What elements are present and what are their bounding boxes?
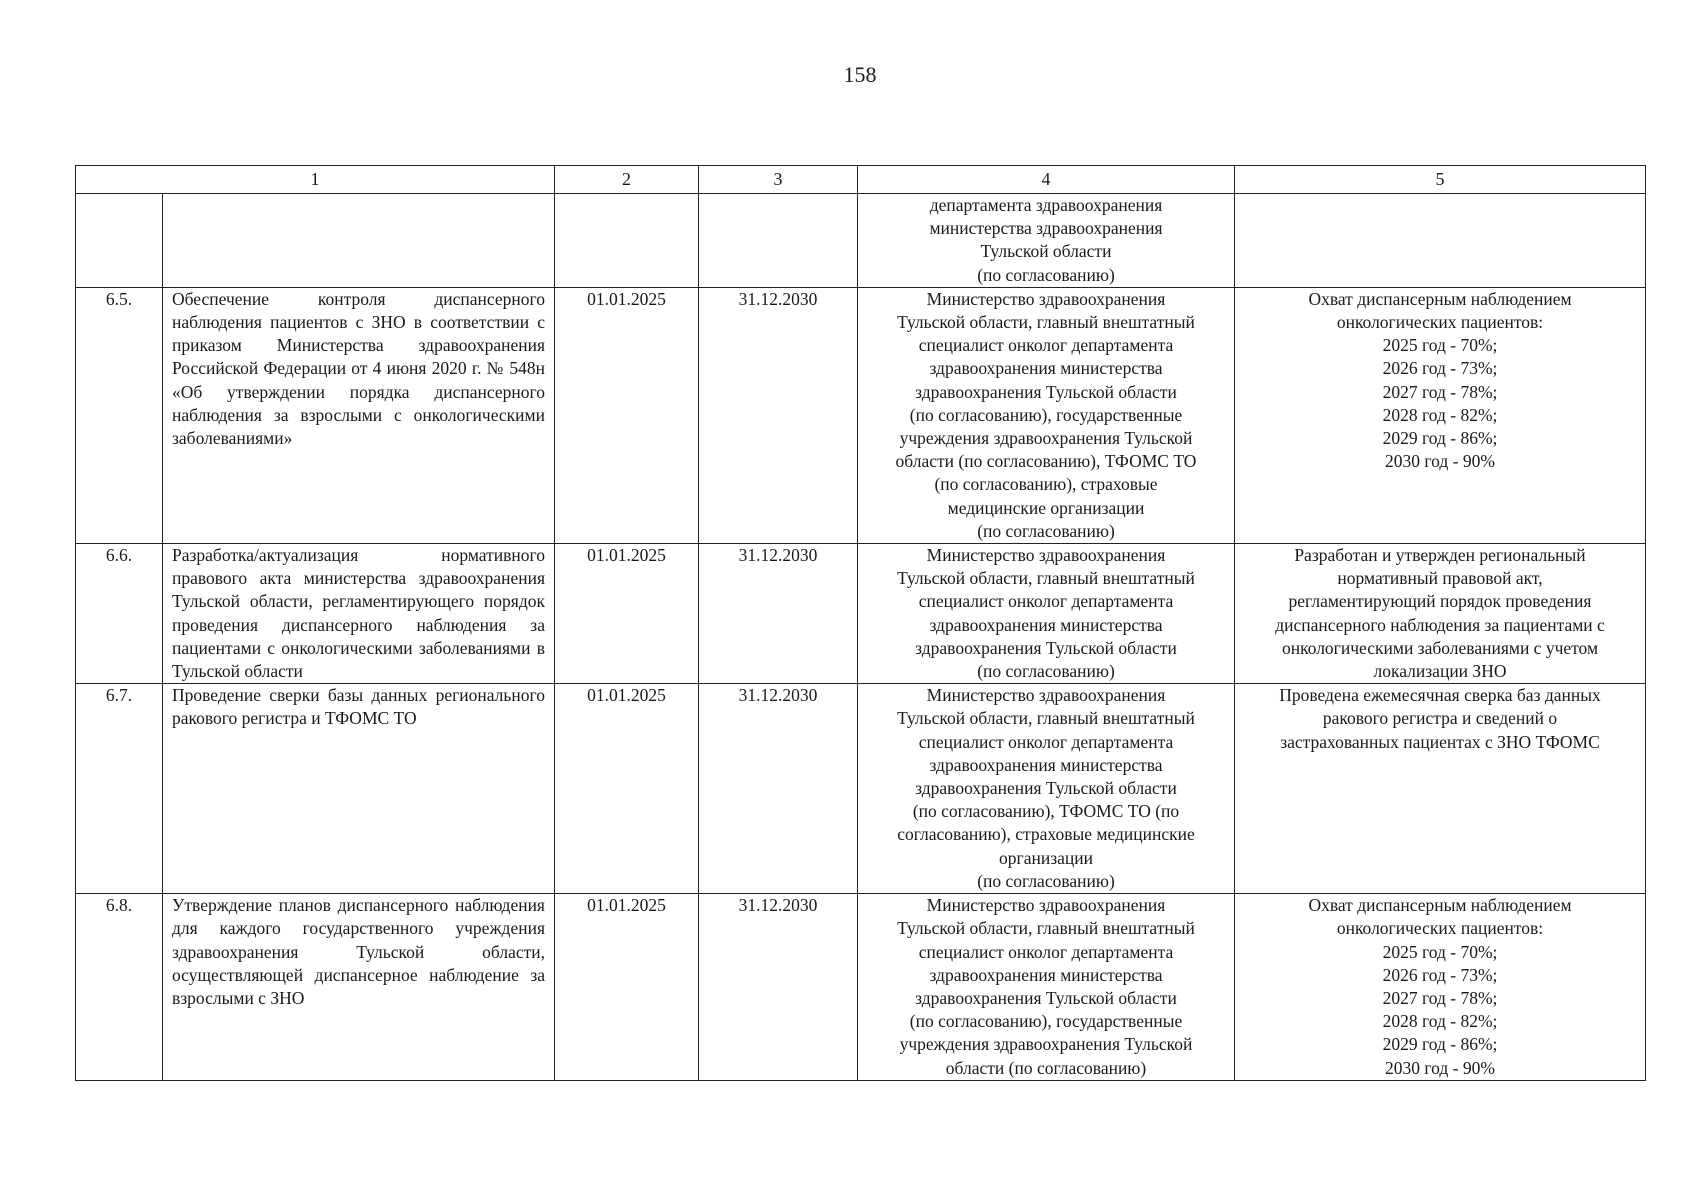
row-end-date: 31.12.2030 [699, 894, 858, 1081]
page-number: 158 [843, 62, 877, 87]
cell-line: здравоохранения министерства [929, 754, 1163, 775]
row-result [1235, 894, 1646, 1081]
table-row [76, 894, 1646, 1081]
cell-line: здравоохранения министерства [929, 964, 1163, 985]
row-end-date: 31.12.2030 [699, 287, 858, 543]
cell-line: застрахованных пациентах с ЗНО ТФОМС [1280, 731, 1600, 752]
row-number: 6.6. [76, 544, 163, 684]
header-row [76, 166, 1646, 194]
cell-line: здравоохранения Тульской области [915, 381, 1177, 402]
cell-line: 2029 год - 86%; [1382, 1034, 1498, 1055]
cell-line: Министерство здравоохранения [926, 288, 1166, 309]
cell-line: 2029 год - 86%; [1382, 428, 1498, 449]
cell-line: Тульской области, главный внештатный [897, 312, 1195, 333]
row-start-date: 01.01.2025 [555, 894, 699, 1081]
cell-line: онкологических пациентов: [1336, 918, 1544, 939]
cell-line: здравоохранения министерства [929, 358, 1163, 379]
cell-line: 2026 год - 73%; [1382, 964, 1498, 985]
cell-line: (по согласованию) [977, 870, 1115, 891]
row-responsible [858, 684, 1235, 894]
continuation-num-cell [76, 194, 163, 288]
cell-line: здравоохранения Тульской области [915, 778, 1177, 799]
continuation-end-cell [699, 194, 858, 288]
row-start-date: 01.01.2025 [555, 684, 699, 894]
cell-line: (по согласованию), государственные [909, 1011, 1183, 1032]
cell-line: 2027 год - 78%; [1382, 987, 1498, 1008]
row-result [1235, 287, 1646, 543]
cell-line: области (по согласованию) [945, 1057, 1147, 1078]
row-responsible [858, 894, 1235, 1081]
cell-line: Министерство здравоохранения [926, 895, 1166, 916]
cell-line: согласованию), страховые медицинские [897, 824, 1195, 845]
row-number: 6.5. [76, 287, 163, 543]
header-col-1: 1 [76, 166, 555, 194]
cell-line: онкологическими заболеваниями с учетом [1281, 637, 1599, 658]
cell-line: нормативный правовой акт, [1337, 568, 1543, 589]
cell-line: Тульской области, главный внештатный [897, 918, 1195, 939]
cell-line: Министерство здравоохранения [926, 685, 1166, 706]
cell-line: учреждения здравоохранения Тульской [899, 428, 1193, 449]
row-start-date: 01.01.2025 [555, 544, 699, 684]
cell-line: 2025 год - 70%; [1382, 335, 1498, 356]
cell-line: Разработан и утвержден региональный [1294, 545, 1586, 566]
table-row [76, 287, 1646, 543]
header-col-3: 3 [699, 166, 858, 194]
cell-line: специалист онколог департамента [918, 591, 1174, 612]
cell-line: области (по согласованию), ТФОМС ТО [895, 451, 1197, 472]
cell-line: специалист онколог департамента [918, 335, 1174, 356]
cell-line: Проведена ежемесячная сверка баз данных [1279, 685, 1601, 706]
cell-line: специалист онколог департамента [918, 941, 1174, 962]
cell-line: регламентирующий порядок проведения [1288, 591, 1592, 612]
row-description: Утверждение планов диспансерного наблюдения для каждого государственного учреждения здравоохранения Тульской области, осуществляющей диспансерное наблюдение за взрослыми с ЗНО [163, 894, 555, 1081]
cell-line: 2030 год - 90% [1385, 451, 1495, 472]
continuation-responsible-cell [858, 194, 1235, 288]
continuation-description-cell [163, 194, 555, 288]
row-end-date: 31.12.2030 [699, 684, 858, 894]
header-col-2: 2 [555, 166, 699, 194]
cell-line: 2026 год - 73%; [1382, 358, 1498, 379]
row-number: 6.8. [76, 894, 163, 1081]
cell-line: 2025 год - 70%; [1382, 941, 1498, 962]
cell-line: специалист онколог департамента [918, 731, 1174, 752]
cell-line: (по согласованию) [977, 264, 1115, 285]
cell-line: 2028 год - 82%; [1382, 1011, 1498, 1032]
row-description: Проведение сверки базы данных регионального ракового регистра и ТФОМС ТО [163, 684, 555, 894]
continuation-start-cell [555, 194, 699, 288]
cell-line: (по согласованию), ТФОМС ТО (по [912, 801, 1180, 822]
cell-line: (по согласованию) [977, 661, 1115, 682]
cell-line: Тульской области, главный внештатный [897, 708, 1195, 729]
row-number: 6.7. [76, 684, 163, 894]
row-result [1235, 684, 1646, 894]
plan-table [75, 165, 1646, 1081]
cell-line: здравоохранения министерства [929, 614, 1163, 635]
cell-line: (по согласованию), страховые [934, 474, 1158, 495]
cell-line: Охват диспансерным наблюдением [1308, 288, 1572, 309]
cell-line: локализации ЗНО [1373, 661, 1507, 682]
table-row [76, 544, 1646, 684]
row-end-date: 31.12.2030 [699, 544, 858, 684]
cell-line: учреждения здравоохранения Тульской [899, 1034, 1193, 1055]
continuation-result-cell [1235, 194, 1646, 288]
cell-line: Министерство здравоохранения [926, 545, 1166, 566]
row-description: Обеспечение контроля диспансерного наблюдения пациентов с ЗНО в соответствии с приказом Министерства здравоохранения Российской Федерации от 4 июня 2020 г. № 548н «Об утверждении порядка диспансерного наблюдения за взрослыми с онкологическими заболеваниями» [163, 287, 555, 543]
row-responsible [858, 287, 1235, 543]
cell-line: медицинские организации [947, 497, 1145, 518]
header-col-5: 5 [1235, 166, 1646, 194]
cell-line: 2028 год - 82%; [1382, 404, 1498, 425]
row-start-date: 01.01.2025 [555, 287, 699, 543]
cell-line: организации [999, 847, 1093, 868]
cell-line: Тульской области [980, 241, 1112, 262]
row-responsible [858, 544, 1235, 684]
row-description: Разработка/актуализация нормативного правового акта министерства здравоохранения Тульской области, регламентирующего порядок проведения диспансерного наблюдения за пациентами с онкологическими заболеваниями в Тульской области [163, 544, 555, 684]
cell-line: департамента здравоохранения [929, 195, 1163, 215]
table-row [76, 684, 1646, 894]
cell-line: диспансерного наблюдения за пациентами с [1275, 614, 1605, 635]
cell-line: (по согласованию), государственные [909, 404, 1183, 425]
cell-line: 2030 год - 90% [1385, 1057, 1495, 1078]
continuation-row [76, 194, 1646, 288]
cell-line: Тульской области, главный внештатный [897, 568, 1195, 589]
cell-line: министерства здравоохранения [929, 218, 1163, 239]
header-col-4: 4 [858, 166, 1235, 194]
row-result [1235, 544, 1646, 684]
cell-line: Охват диспансерным наблюдением [1308, 895, 1572, 916]
cell-line: здравоохранения Тульской области [915, 637, 1177, 658]
cell-line: здравоохранения Тульской области [915, 987, 1177, 1008]
cell-line: ракового регистра и сведений о [1322, 708, 1558, 729]
cell-line: 2027 год - 78%; [1382, 381, 1498, 402]
cell-line: онкологических пациентов: [1336, 312, 1544, 333]
cell-line: (по согласованию) [977, 520, 1115, 541]
